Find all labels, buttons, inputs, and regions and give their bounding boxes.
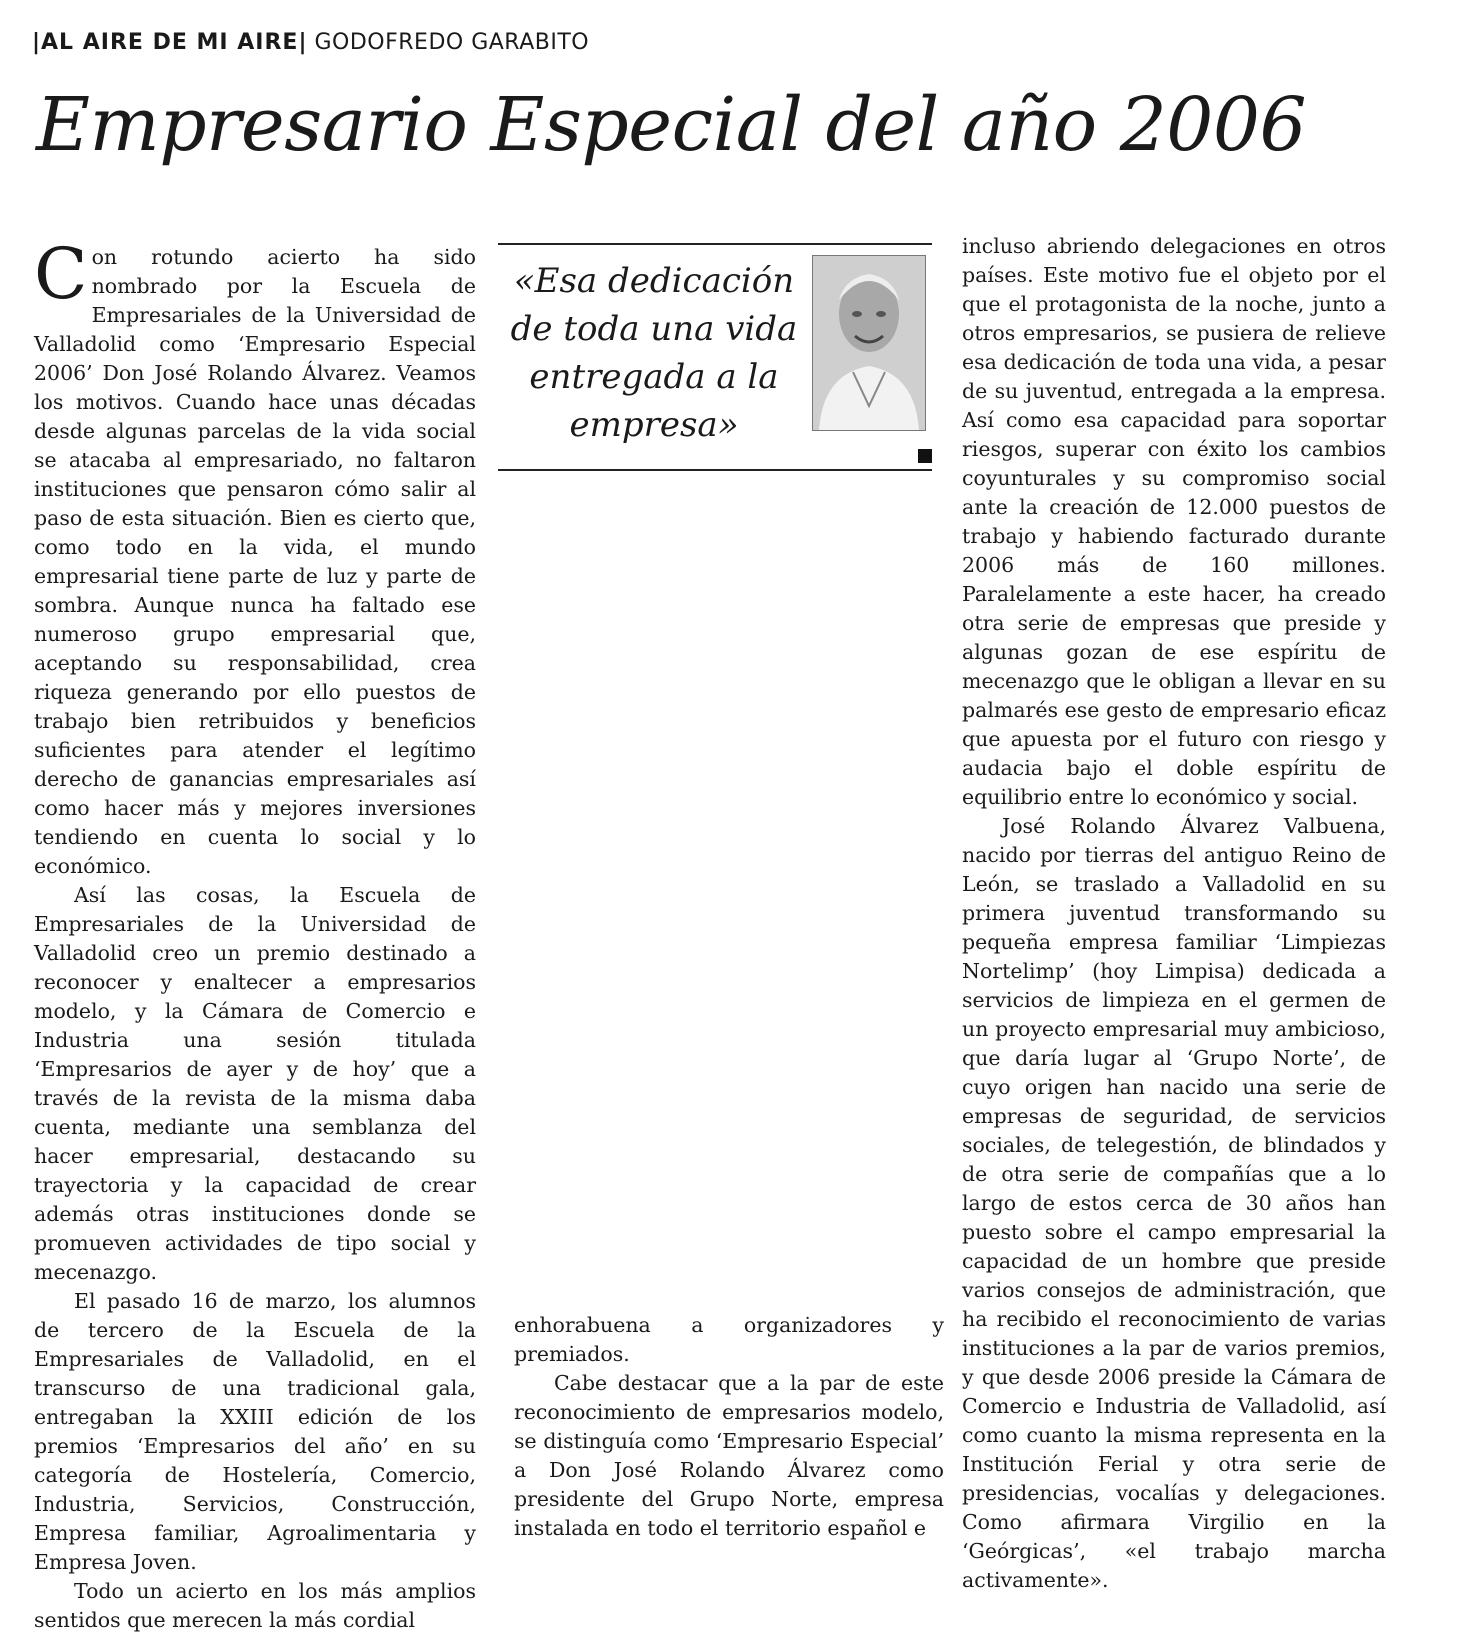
article-column-3 <box>962 232 1386 1595</box>
author-name: GODOFREDO GARABITO <box>314 30 590 55</box>
portrait-drawing <box>813 256 925 430</box>
article-column-2 <box>514 1311 944 1543</box>
paragraph: El pasado 16 de marzo, los alumnos de tercero de la Escuela de la Empresariales de Valladolid, en el transcurso de una tradicional gala, entregaban la XXIII edición de los premios ‘Empresarios del año’ en su categoría de Hostelería, Comercio, Industria, Servicios, Construcción, Empresa familiar, Agroalimentaria y Empresa Joven. <box>34 1289 476 1574</box>
section-name: |AL AIRE DE MI AIRE| <box>32 30 308 55</box>
article-column-1 <box>34 233 476 1635</box>
paragraph: Así las cosas, la Escuela de Empresariales de la Universidad de Valladolid creo un premio destinado a reconocer y enaltecer a empresarios modelo, y la Cámara de Comercio e Industria una sesión titulada ‘Empresarios de ayer y de hoy’ que a través de la revista de la misma daba cuenta, mediante una semblanza del hacer empresarial, destacando su trayectoria y la capacidad de crear además otras instituciones donde se promueven actividades de tipo social y mecenazgo. <box>34 883 476 1284</box>
paragraph: Todo un acierto en los más amplios sentidos que merecen la más cordial <box>34 1579 476 1632</box>
pull-quote: «Esa dedicación de toda una vida entregada a la empresa» <box>510 261 798 445</box>
paragraph: incluso abriendo delegaciones en otros países. Este motivo fue el objeto por el que el protagonista de la noche, junto a otros empresarios, se pusiera de relieve esa dedicación de toda una vida, a pesar de su juventud, entregada a la empresa. Así como esa capacidad para soportar riesgos, superar con éxito los cambios coyunturales y su compromiso social ante la creación de 12.000 puestos de trabajo y habiendo facturado durante 2006 más de 160 millones. Paralelamente a este hacer, ha creado otra serie de empresas que preside y algunas gozan de ese espíritu de mecenazgo que le obligan a llevar en su palmarés ese gesto de empresario eficaz que apuesta por el futuro con riesgo y audacia bajo el doble espíritu de equilibrio entre lo económico y social. <box>962 234 1386 809</box>
pull-quote-box <box>498 243 932 471</box>
paragraph: Con rotundo acierto ha sido nombrado por la Escuela de Empresariales de la Universidad de Valladolid como ‘Empresario Especial 2006’ Don José Rolando Álvarez. Veamos los motivos. Cuando hace unas décadas desde algunas parcelas de la vida social se atacaba al empresariado, no faltaron instituciones que pensaron cómo salir al paso de esta situación. Bien es cierto que, como todo en la vida, el mundo empresarial tiene parte de luz y parte de sombra. Aunque nunca ha faltado ese numeroso grupo empresarial que, aceptando su responsabilidad, crea riqueza generando por ello puestos de trabajo bien retribuidos y beneficios suficientes para atender el legítimo derecho de ganancias empresariales así como hacer más y mejores inversiones tendiendo en cuenta lo social y lo económico. <box>34 233 476 878</box>
paragraph: enhorabuena a organizadores y premiados. <box>514 1313 944 1366</box>
article-title: Empresario Especial del año 2006 <box>36 82 1307 168</box>
paragraph: Cabe destacar que a la par de este reconocimiento de empresarios modelo, se distinguía como ‘Empresario Especial’ a Don José Rolando Álvarez como presidente del Grupo Norte, empresa instalada en todo el territorio español e <box>514 1371 944 1540</box>
portrait-photo-icon <box>812 255 926 431</box>
end-square-icon <box>918 449 932 463</box>
paragraph: José Rolando Álvarez Valbuena, nacido por tierras del antiguo Reino de León, se traslado a Valladolid en su primera juventud transformando su pequeña empresa familiar ‘Limpiezas Nortelimp’ (hoy Limpisa) dedicada a servicios de limpieza en el germen de un proyecto empresarial muy ambicioso, que daría lugar al ‘Grupo Norte’, de cuyo origen han nacido una serie de empresas de seguridad, de servicios sociales, de telegestión, de blindados y de otra serie de compañías que a lo largo de estos cerca de 30 años han puesto sobre el campo empresarial la capacidad de un hombre que preside varios consejos de administración, que ha recibido el reconocimiento de varias instituciones a la par de varios premios, y que desde 2006 preside la Cámara de Comercio e Industria de Valladolid, así como cuanto la misma representa en la Institución Ferial y otra serie de presidencias, vocalías y delegaciones. Como afirmara Virgilio en la ‘Geórgicas’, «el trabajo marcha activamente». <box>962 814 1386 1592</box>
column-header <box>32 30 589 55</box>
